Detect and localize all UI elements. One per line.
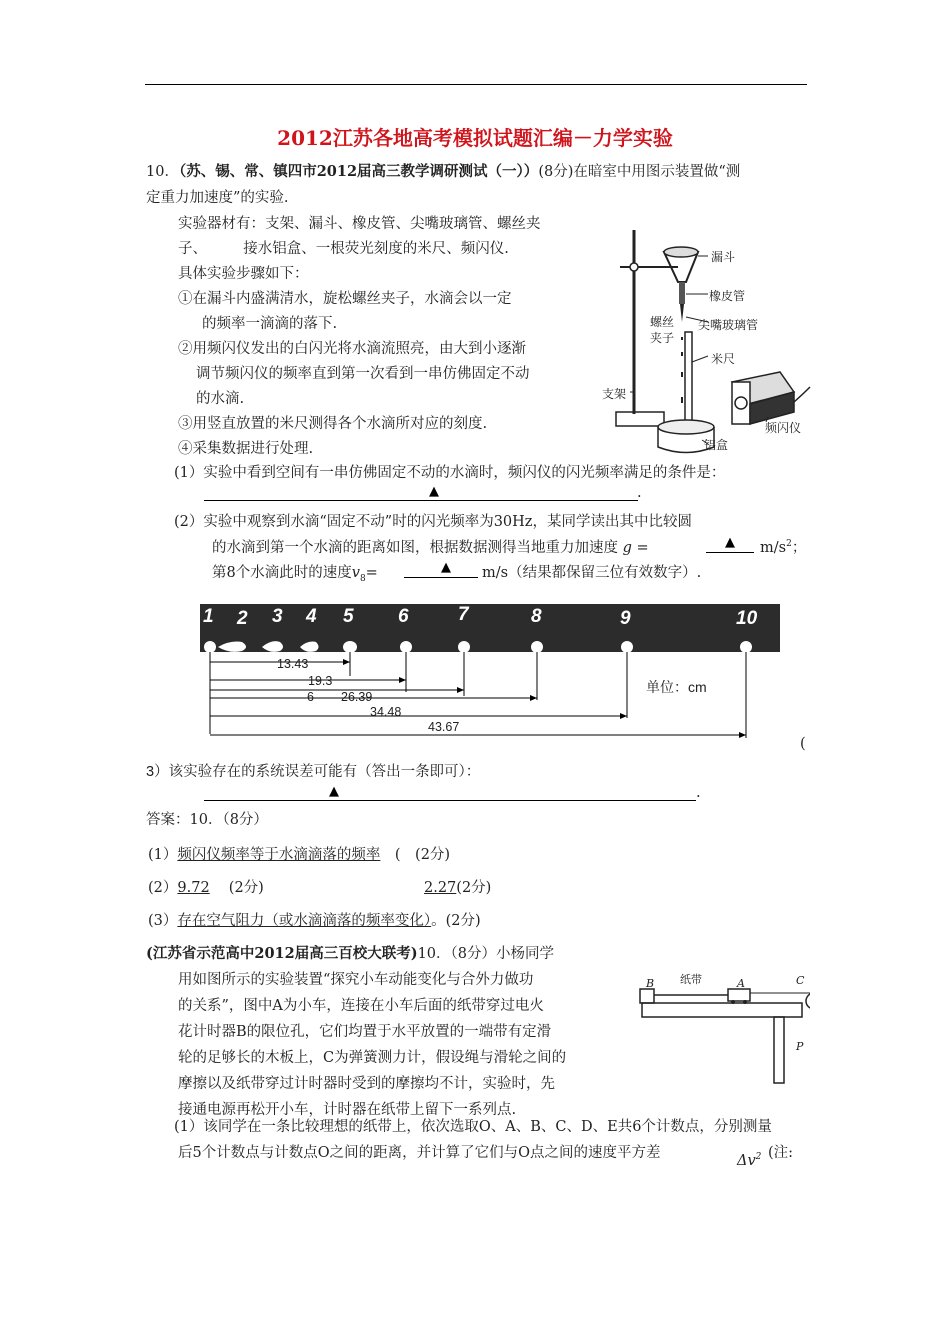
stand-base <box>616 412 664 426</box>
q10b-line4: 花计时器B的限位孔，它们均置于水平放置的一端带有定滑 <box>178 1024 552 1040</box>
v8-unit: m/s（结果都保留三位有效数字）. <box>482 565 702 581</box>
distance-19-36-b: 6 <box>307 690 314 704</box>
answer-2: (2）9.72 (2分) <box>148 880 264 896</box>
drop-7 <box>458 641 470 653</box>
g-marker: ▲ <box>725 535 735 550</box>
drop-number-2: 2 <box>237 608 248 629</box>
step3: ③用竖直放置的米尺测得各个水滴所对应的刻度. <box>178 416 488 432</box>
fig-P-label: P <box>796 1040 804 1053</box>
q10a-intro: (8分)在暗室中用图示装置做“测 <box>538 164 741 180</box>
distance-43-67: 43.67 <box>428 720 460 734</box>
glass-tip <box>680 304 684 322</box>
q10b-line1: (江苏省示范高中2012届高三百校大联考)10．（8分）小杨同学 <box>146 945 555 962</box>
sub2-equals: = <box>636 540 649 556</box>
drop-6 <box>400 641 412 653</box>
answer-2-g: 9.72 <box>177 880 210 896</box>
answer-3: (3）存在空气阻力（或水滴滴落的频率变化）。(2分) <box>148 913 481 929</box>
sub1: (1）实验中看到空间有一串仿佛固定不动的水滴时，频闪仪的闪光频率满足的条件是： <box>174 465 726 481</box>
drop-number-4: 4 <box>306 606 317 627</box>
drop-number-7: 7 <box>458 604 469 625</box>
sub1-blank[interactable] <box>204 500 638 501</box>
step4: ④采集数据进行处理. <box>178 441 314 457</box>
drop-number-3: 3 <box>272 606 283 627</box>
step2-c: 的水滴. <box>196 391 245 407</box>
steps-heading: 具体实验步骤如下： <box>178 266 309 282</box>
drop-number-6: 6 <box>398 606 409 627</box>
label-rubber-tube: 橡皮管 <box>709 289 746 303</box>
sub2-a: (2）实验中观察到水滴“固定不动”时的闪光频率为30Hz，某同学读出其中比较圆 <box>174 514 692 530</box>
step1-b: 的频率一滴滴的落下. <box>202 316 338 332</box>
answer-2-v: 2.27 <box>424 880 457 896</box>
drop-10 <box>740 641 752 653</box>
paren-mark: ( <box>800 736 806 752</box>
q10b-line5: 轮的足够长的木板上，C为弹簧测力计，假设绳与滑轮之间的 <box>178 1050 567 1066</box>
q10a-line1 <box>146 160 740 181</box>
materials-line1: 实验器材有：支架、漏斗、橡皮管、尖嘴玻璃管、螺丝夹 <box>178 216 541 232</box>
sub1-marker: ▲ <box>429 484 439 499</box>
clamp-knob <box>630 263 638 271</box>
distance-26-39: 26.39 <box>341 690 373 704</box>
unit-label: 单位：cm <box>646 679 707 695</box>
sub3: 3）该实验存在的系统误差可能有（答出一条即可）： <box>146 764 481 780</box>
step1-a: ①在漏斗内盛满清水，旋松螺丝夹子，水滴会以一定 <box>178 291 512 307</box>
q10b-line9: 后5个计数点与计数点O之间的距离，并计算了它们与O点之间的速度平方差 <box>178 1145 661 1161</box>
fig-A-label: A <box>737 977 745 990</box>
v8-blank[interactable] <box>404 577 478 578</box>
drop-number-9: 9 <box>620 608 631 629</box>
label-clamp: 螺丝 <box>650 315 675 329</box>
sub3-dot: . <box>696 785 701 801</box>
drop-number-1: 1 <box>203 606 214 627</box>
sub1-dot: . <box>637 485 642 501</box>
sub2-g-symbol: g <box>622 540 632 556</box>
q10a-number: 10． <box>146 164 179 180</box>
q10a-source: （苏、锡、常、镇四市2012届高三教学调研测试（一）） <box>178 163 539 180</box>
drops-figure <box>200 604 780 748</box>
v8-marker: ▲ <box>441 560 451 575</box>
answer-3-text: 存在空气阻力（或水滴滴落的频率变化） <box>177 913 432 929</box>
sub2-b-text: 的水滴到第一个水滴的距离如图，根据数据测得当地重力加速度 <box>212 540 618 556</box>
page-title: 2012江苏各地高考模拟试题汇编－力学实验 <box>277 126 673 150</box>
board <box>642 1003 802 1017</box>
q10b-line2: 用如图所示的实验装置“探究小车动能变化与合外力做功 <box>178 972 534 988</box>
materials-line2: 子、 接水铝盒、一根荧光刻度的米尺、频闪仪. <box>178 241 509 257</box>
distance-34-48: 34.48 <box>370 705 402 719</box>
drop-number-10: 10 <box>736 608 758 629</box>
label-funnel: 漏斗 <box>711 250 736 264</box>
box-top <box>658 420 714 434</box>
pulley <box>806 993 810 1009</box>
label-glass-tube: 尖嘴玻璃管 <box>698 318 759 332</box>
drops-background <box>200 604 780 652</box>
answer-2-second: 2.27(2分) <box>424 880 492 896</box>
q10b-line3: 的关系”，图中A为小车，连接在小车后面的纸带穿过电火 <box>178 998 544 1014</box>
g-blank[interactable] <box>706 552 754 553</box>
label-clamp-2: 夹子 <box>650 331 675 345</box>
fig-tape-label: 纸带 <box>680 973 702 986</box>
sub3-marker: ▲ <box>329 784 339 799</box>
sub2-b <box>212 536 649 557</box>
cart-A <box>728 989 750 1001</box>
drop-8 <box>531 641 543 653</box>
drop-number-5: 5 <box>343 606 354 627</box>
answer-1-text: 频闪仪频率等于水滴滴落的频率 <box>177 847 381 863</box>
label-ruler: 米尺 <box>711 352 736 366</box>
drop-5 <box>343 641 357 653</box>
fig-B-label: B <box>646 977 655 990</box>
q10b-line8: (1）该同学在一条比较理想的纸带上，依次选取O、A、B、C、D、E共6个计数点，分别测量 <box>174 1119 772 1135</box>
rubber-tube-shape <box>679 282 685 304</box>
q10b-source: (江苏省示范高中2012届高三百校大联考) <box>146 945 418 962</box>
distance-13-43: 13.43 <box>277 657 309 671</box>
timer-B <box>640 989 654 1003</box>
funnel-rim <box>664 247 698 257</box>
answers-heading: 答案：10．（8分） <box>146 812 268 828</box>
sub2-c: 第8个水滴此时的速度$v_8=$ <box>212 565 378 584</box>
sub3-blank[interactable] <box>204 800 696 801</box>
label-strobe: 频闪仪 <box>765 421 802 435</box>
label-box: 铝盒 <box>704 438 729 452</box>
q10b-line7: 接通电源再松开小车，计时器在纸带上留下一系列点. <box>178 1102 517 1118</box>
fig-C-label: C <box>796 974 805 987</box>
delta-v-squared: $\Delta v^2$ <box>737 1152 762 1169</box>
q10b-line6: 摩擦以及纸带穿过计时器时受到的摩擦均不计，实验时，先 <box>178 1076 555 1092</box>
cart-figure <box>630 945 810 1085</box>
drop-1 <box>204 641 216 653</box>
q10b-note: (注: <box>768 1145 794 1161</box>
answer-1: (1）频闪仪频率等于水滴滴落的频率 ( (2分) <box>148 847 451 863</box>
step2-a: ②用频闪仪发出的白闪光将水滴流照亮，由大到小逐渐 <box>178 341 526 357</box>
q10a-intro-2: 定重力加速度”的实验. <box>146 190 289 206</box>
drop-9 <box>621 641 633 653</box>
board-leg <box>774 1017 784 1083</box>
label-stand: 支架 <box>602 387 627 401</box>
g-unit: $m/s^2$； <box>760 539 807 556</box>
header-rule <box>145 84 807 85</box>
distance-19-36-a: 19.3 <box>308 674 333 688</box>
step2-b: 调节频闪仪的频率直到第一次看到一串仿佛固定不动 <box>196 366 530 382</box>
drop-number-8: 8 <box>531 606 542 627</box>
ruler-shape <box>685 332 692 430</box>
